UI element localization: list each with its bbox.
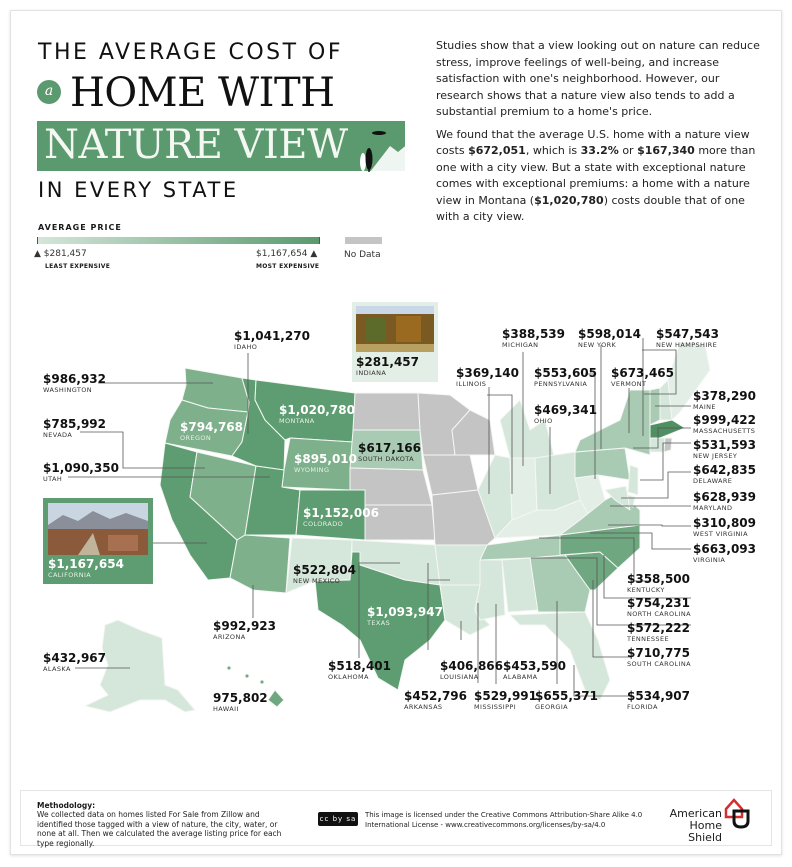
label-oklahoma: $518,401 OKLAHOMA — [328, 659, 392, 681]
triangle-up-icon: ▲ — [307, 249, 318, 259]
label-florida: $534,907 FLORIDA — [627, 689, 691, 711]
label-arizona: $992,923 ARIZONA — [213, 619, 277, 641]
intro-paragraph-2: We found that the average U.S. home with a nature view costs $672,051, which is 33.2% or $167,340 more than one with a city view. But a state with exceptional nature comes with exceptional premiums: a home with a nature view in Montana ($1,020,780) costs double that of one with a city view. — [436, 127, 756, 223]
label-washington: $986,932 WASHINGTON — [43, 372, 107, 394]
label-west-virginia: $310,809 WEST VIRGINIA — [693, 516, 757, 538]
label-delaware: $642,835 DELAWARE — [693, 463, 757, 485]
label-massachusetts: $999,422 MASSACHUSETTS — [693, 413, 757, 435]
label-oregon: $794,768 OREGON — [180, 420, 244, 442]
state-hawaii — [268, 690, 284, 707]
label-mississippi: $529,991 MISSISSIPPI — [474, 689, 538, 711]
label-new-york: $598,014 NEW YORK — [578, 327, 642, 349]
label-alabama: $453,590 ALABAMA — [503, 659, 567, 681]
label-new-jersey: $531,593 NEW JERSEY — [693, 438, 757, 460]
label-arkansas: $452,796 ARKANSAS — [404, 689, 468, 711]
state-pennsylvania — [575, 448, 630, 480]
label-idaho: $1,041,270 IDAHO — [234, 329, 310, 351]
state-arizona — [230, 535, 290, 593]
label-vermont: $673,465 VERMONT — [611, 366, 675, 388]
title-line-3: NATURE VIEW — [44, 122, 348, 168]
state-new-jersey — [628, 465, 638, 495]
legend-no-data-label: No Data — [344, 250, 381, 260]
label-alaska: $432,967 ALASKA — [43, 651, 107, 673]
state-arkansas — [435, 545, 487, 585]
license-text: This image is licensed under the Creative Commons Attribution-Share Alike 4.0 International License - www.creativecommons.org/licenses/by-sa/4.0 — [365, 811, 643, 829]
label-south-dakota: $617,166 SOUTH DAKOTA — [358, 441, 422, 463]
label-pennsylvania: $553,605 PENNSYLVANIA — [534, 366, 598, 388]
label-south-carolina: $710,775 SOUTH CAROLINA — [627, 646, 691, 668]
title-line-1: THE AVERAGE COST OF — [38, 40, 344, 65]
label-michigan: $388,539 MICHIGAN — [502, 327, 566, 349]
label-virginia: $663,093 VIRGINIA — [693, 542, 757, 564]
state-florida — [510, 612, 610, 700]
label-hawaii: 975,802 HAWAII — [213, 691, 268, 713]
methodology-title: Methodology: — [37, 801, 96, 810]
label-utah: $1,090,350 UTAH — [43, 461, 119, 483]
forest-photo — [356, 306, 434, 352]
state-indiana — [510, 458, 537, 520]
legend-max-label: MOST EXPENSIVE — [256, 263, 320, 270]
intro-paragraph-1: Studies show that a view looking out on nature can reduce stress, improve feelings of well-being, and increase satisfaction with one's neighborhood. However, our research shows that a nature view also tends to add a substantial premium to a home's price. — [436, 39, 760, 118]
label-indiana: $281,457 INDIANA — [356, 355, 420, 377]
state-iowa — [423, 455, 478, 495]
label-north-carolina: $754,231 NORTH CAROLINA — [627, 596, 692, 618]
label-ohio: $469,341 OHIO — [534, 403, 598, 425]
title-article-badge: a — [37, 80, 61, 104]
label-kentucky: $358,500 KENTUCKY — [627, 572, 691, 594]
state-north-dakota — [353, 393, 420, 430]
label-colorado: $1,152,006 COLORADO — [303, 506, 379, 528]
legend-min-label: LEAST EXPENSIVE — [45, 263, 111, 270]
brand-name: American Home Shield — [669, 807, 722, 844]
label-georgia: $655,371 GEORGIA — [535, 689, 599, 711]
label-california: $1,167,654 CALIFORNIA — [48, 557, 124, 579]
label-tennessee: $572,222 TENNESSEE — [627, 621, 691, 643]
label-maine: $378,290 MAINE — [693, 389, 757, 411]
title-line-4: IN EVERY STATE — [38, 178, 239, 202]
creative-commons-badge: cc by sa — [318, 812, 358, 826]
label-louisiana: $406,866 LOUISIANA — [440, 659, 504, 681]
legend-title: AVERAGE PRICE — [38, 223, 122, 232]
label-maryland: $628,939 MARYLAND — [693, 490, 757, 512]
state-hawaii-islands — [227, 666, 231, 670]
home-shield-logo-icon — [724, 797, 750, 829]
label-new-hampshire: $547,543 NEW HAMPSHIRE — [656, 327, 720, 349]
label-texas: $1,093,947 TEXAS — [367, 605, 443, 627]
state-mississippi — [475, 560, 505, 620]
label-montana: $1,020,780 MONTANA — [279, 403, 355, 425]
state-ohio — [535, 452, 580, 510]
state-vermont — [650, 388, 660, 425]
label-nevada: $785,992 NEVADA — [43, 417, 107, 439]
triangle-up-icon: ▲ — [34, 249, 44, 259]
label-illinois: $369,140 ILLINOIS — [456, 366, 520, 388]
title-line-2: HOME WITH — [70, 70, 335, 116]
label-new-mexico: $522,804 NEW MEXICO — [293, 563, 357, 585]
methodology-text: We collected data on homes listed For Sale from Zillow and identified those tagged with a view of nature, the city, water, or none at all. Then we calculated the average listing price for each type regionally. — [37, 810, 282, 848]
legend-min-value: $281,457 — [43, 249, 87, 259]
state-rhode-island — [664, 438, 672, 452]
legend-max-value: $1,167,654 — [256, 249, 308, 259]
label-wyoming: $895,010 WYOMING — [294, 452, 358, 474]
desert-mountain-photo — [48, 503, 148, 555]
